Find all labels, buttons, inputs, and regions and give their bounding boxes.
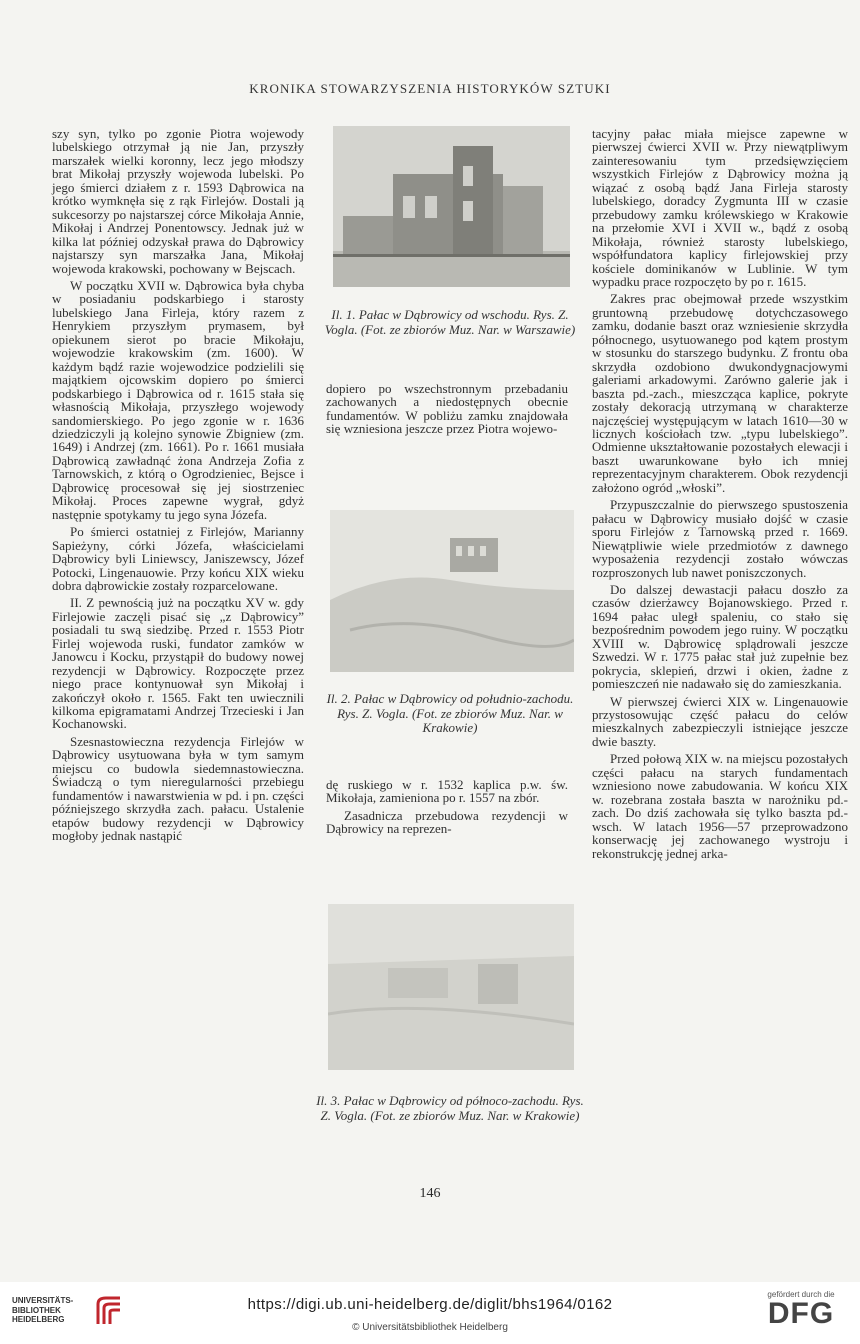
- figure-3-image: [328, 904, 574, 1070]
- figure-3-caption: Il. 3. Pałac w Dąbrowicy od północo-zachodu. Rys. Z. Vogla. (Fot. ze zbiorów Muz. Nar. w Krakowie): [316, 1093, 584, 1123]
- middle-column-top: [326, 382, 568, 436]
- middle-column-bottom: [326, 778, 568, 836]
- viewer-footer: [0, 1282, 860, 1344]
- paragraph: Do dalszej dewastacji pałacu doszło za czasów dzierżawcy Bojanowskiego. Przed r. 1694 pałac uległ spaleniu, co stało się bezpośrednim powodem jego ruiny. W początku XVIII w. Dąbrowicę splądrowali jeszcze Szwedzi. W r. 1775 pałac stał już zupełnie bez pokrycia, sklepień, drzwi i okien, żadne z pomieszczeń nie nadawało się do zamieszkania.: [592, 581, 848, 692]
- page-number: 146: [419, 1186, 441, 1201]
- right-column: [592, 127, 848, 860]
- figure-2-image: [330, 510, 574, 672]
- paragraph: szy syn, tylko po zgonie Piotra wojewody lubelskiego otrzymał ją nie Jan, przyszły marszałek wielki koronny, lecz jego młodszy brat Mikołaj przyszły wojewoda lubelski. Po jego śmierci działem z r. 1593 Dąbrowica na krótko wymknęła się z rąk Firlejów. Dostali ją sukcesorzy po najstarszej córce Mikołaja Annie, Mikołaj i Andrzej Ponentowscy. Jednak już w kilka lat później odzyskał prawa do Dąbrowicy najstarszy syn marszałka Jana, Mikołaj wojewoda krakowski, pochowany w Bejscach.: [52, 126, 304, 276]
- left-column: [52, 127, 304, 843]
- paragraph: Przed połową XIX w. na miejscu pozostałych części pałacu na starych fundamentach wzniesiono nowe zabudowania. W końcu XIX w. rozebrana została baszta w narożniku pd.-zach. Do dziś zachowała się tylko baszta pd.-wsch. W latach 1956—57 przeprowadzono konserwację jej zachowanego wystroju i rekonstrukcję jednej arka-: [592, 751, 848, 861]
- paragraph: dę ruskiego w r. 1532 kaplica p.w. św. Mikołaja, zamieniona po r. 1557 na zbór.: [326, 777, 568, 806]
- copyright-notice: © Universitätsbibliothek Heidelberg: [352, 1322, 508, 1333]
- paragraph: W początku XVII w. Dąbrowica była chyba w posiadaniu podskarbiego i starosty lubelskiego Jana Firleja, który razem z Henrykiem przyszłym prymasem, był opiekunem sierot po bracie Mikołaju, wojewodzie krakowskim (zm. 1600). W każdym bądź razie wojewodzice podzielili się majątkiem ojcowskim dopiero po śmierci podskarbiego i Dąbrowica od r. 1615 stała się własnością Mikołaja, przyszłego wojewody sandomierskiego. Po jego zgonie w r. 1636 dziedziczyli ją kolejno synowie Zbigniew (zm. 1649) i Andrzej (zm. 1661). Po r. 1661 musiała Dąbrowicą zawładnąć żona Andrzeja Zofia z Tarnowskich, z którą o Ogrodzieniec, Bejsce i Dąbrowicę procesował się jej siostrzeniec Mikołaj. Proces zapewne wygrał, gdyż następnie spotykamy tu jego syna Józefa.: [52, 277, 304, 522]
- paragraph: tacyjny pałac miała miejsce zapewne w pierwszej ćwierci XVII w. Przy niewątpliwym zainteresowaniu tym przedsięwzięciem wszystkich Firlejów z Dąbrowicy można ją wiązać z osobą bądź Jana Firleja starosty lubelskiego, doradcy Zygmunta III w czasie przebudowy zamku królewskiego w Krakowie na przełomie XVI i XVII w., bądź z osobą Mikołaja, również starosty lubelskiego, współfundatora kaplicy firlejowskiej przy kościele dominikanów w Lublinie. W tym wypadku prace rozpoczęto by po r. 1615.: [592, 126, 848, 289]
- library-name: UNIVERSITÄTS- BIBLIOTHEK HEIDELBERG: [12, 1296, 74, 1324]
- paragraph: II. Z pewnością już na początku XV w. gdy Firlejowie zaczęli pisać się „z Dąbrowicy” posiadali tu swą siedzibę. Przed r. 1553 Piotr Firlej wojewoda ruski, fundator zamków w Janowcu i Kocku, przystąpił do budowy nowej rezydencji w Dąbrowicy. Rozpoczęte przez niego prace kontynuował syn Mikołaj i zakończył około r. 1565. Fakt ten uwiecznili kilkoma epigramatami Andrzej Trzecieski i Jan Kochanowski.: [52, 595, 304, 732]
- paragraph: Przypuszczalnie do pierwszego spustoszenia pałacu w Dąbrowicy musiało dojść w czasie sporu Firlejów z Tarnowską przed r. 1669. Niewątpliwie wiele przedmiotów z dawnego wyposażenia rezydencji zostało wówczas rozproszonych lub nawet poniszczonych.: [592, 497, 848, 580]
- running-head: KRONIKA STOWARZYSZENIA HISTORYKÓW SZTUKI: [249, 81, 611, 96]
- paragraph: dopiero po wszechstronnym przebadaniu zachowanych a niedostępnych obecnie fundamentów. W pobliżu zamku znajdowała się wzniesiona jeszcze przez Piotra wojewo-: [326, 381, 568, 437]
- paragraph: Po śmierci ostatniej z Firlejów, Marianny Sapieżyny, córki Józefa, właścicielami Dąbrowicy byli Liniewscy, Janiszewscy, Józef Potocki, Lingenauowie. Przy końcu XIX wieku dobra dąbrowickie zostały rozparcelowane.: [52, 524, 304, 593]
- document-url-link[interactable]: https://digi.ub.uni-heidelberg.de/diglit/bhs1964/0162: [247, 1296, 613, 1313]
- figure-1-caption: Il. 1. Pałac w Dąbrowicy od wschodu. Rys. Z. Vogla. (Fot. ze zbiorów Muz. Nar. w Warszawie): [324, 307, 576, 337]
- figure-2-caption: Il. 2. Pałac w Dąbrowicy od południo-zachodu. Rys. Z. Vogla. (Fot. ze zbiorów Muz. Nar. w Krakowie): [326, 691, 574, 735]
- palace-landscape-drawing: [330, 510, 574, 672]
- paragraph: Szesnastowieczna rezydencja Firlejów w Dąbrowicy usytuowana była w tym samym miejscu co budowla siedemnastowieczna. Świadczą o tym nieregularności przebiegu fundamentów i nawarstwienia w pd. i pn. części późniejszego skrzydła zach. pałacu. Ustalenie etapów budowy rezydencji w Dąbrowicy mogłoby jednak nastąpić: [52, 733, 304, 844]
- paragraph: W pierwszej ćwierci XIX w. Lingenauowie przystosowując część pałacu do celów mieszkalnych zabezpieczyli istniejące jeszcze dwie baszty.: [592, 693, 848, 749]
- paragraph: Zasadnicza przebudowa rezydencji w Dąbrowicy na reprezen-: [326, 807, 568, 837]
- figure-1-image: [333, 126, 570, 287]
- funder-logo-text: DFG: [767, 1297, 835, 1330]
- dfg-logo[interactable]: [756, 1290, 846, 1329]
- palace-ruins-drawing: [333, 126, 570, 287]
- palace-northwest-drawing: [328, 904, 574, 1070]
- paragraph: Zakres prac obejmował przede wszystkim gruntowną przebudowę dotychczasowego zamku, dodanie baszt oraz wzniesienie skrzydła północnego, usytuowanego pod kątem prostym w stosunku do starszego budynku. Z frontu oba skrzydła ozdobiono dwukondygnacjowymi galeriami arkadowymi. Zarówno galerie jak i baszta pd.-zach., mieszcząca kaplice, pokryte zostały dekoracją utrzymaną w charakterze najczęściej występującym w latach 1610—30 w licznych kościołach tzw. „typu lubelskiego”. Odmienne ukształtowanie pozostałych elewacji i baszt uwarunkowane było ich mniej reprezentacyjnym charakterem. Obok rezydencji założono ogród „włoski”.: [592, 291, 848, 495]
- funder-note: gefördert durch die: [767, 1290, 835, 1299]
